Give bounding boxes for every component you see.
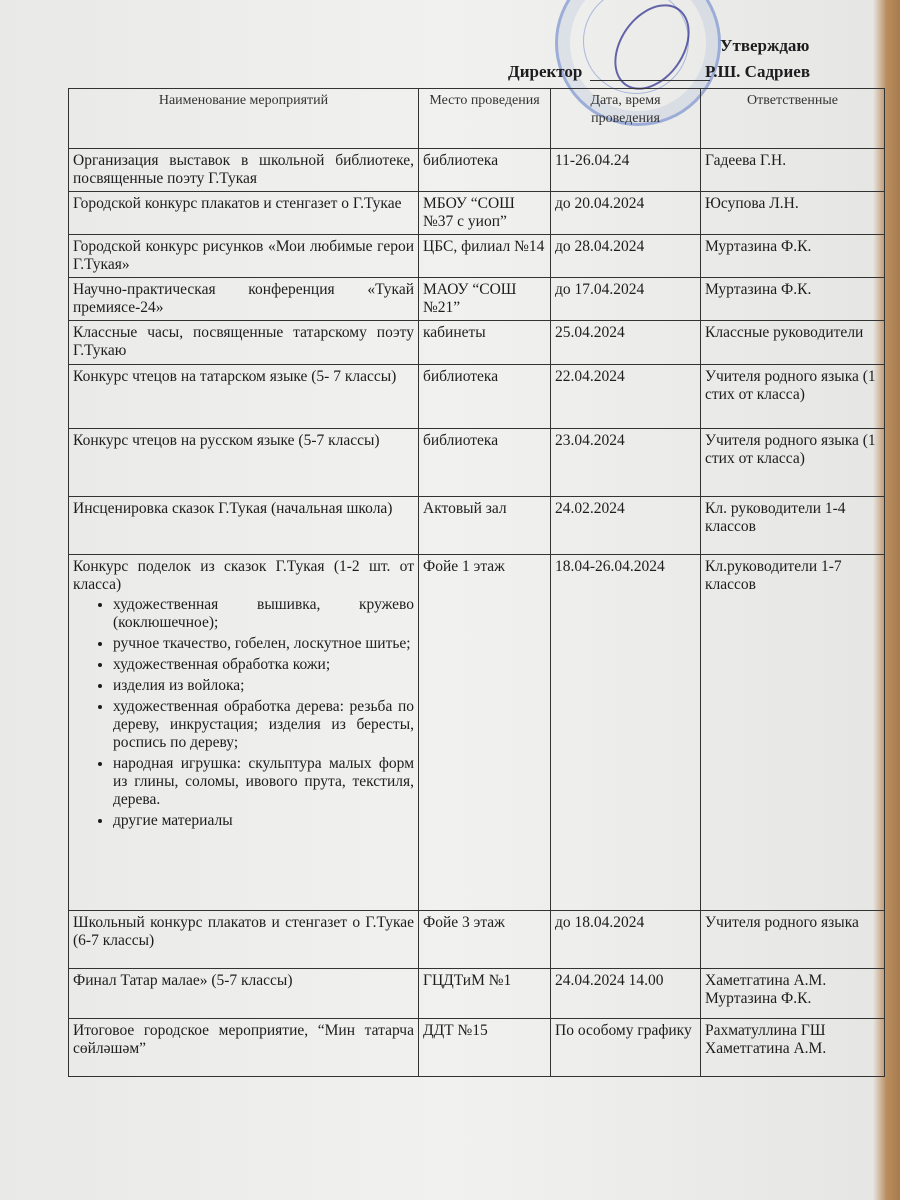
event-name: Финал Татар малае» (5-7 классы) xyxy=(73,972,293,989)
event-date: 24.02.2024 xyxy=(555,500,625,517)
event-place-cell xyxy=(419,235,551,278)
event-name-cell xyxy=(69,235,419,278)
event-date: 22.04.2024 xyxy=(555,368,625,385)
event-date: По особому графику xyxy=(555,1022,692,1039)
event-responsible: Юсупова Л.Н. xyxy=(705,195,799,212)
approve-label: Утверждаю xyxy=(720,36,810,55)
list-item: • народная игрушка: скульптура малых форм из глины, соломы, ивового прута, текстиля, дерева. xyxy=(113,755,414,809)
event-name: Школьный конкурс плакатов и стенгазет о Г.Тукае (6-7 классы) xyxy=(73,914,414,949)
table-row xyxy=(69,149,885,192)
col-header-name: Наименование мероприятий xyxy=(69,89,419,149)
event-date-cell xyxy=(551,149,701,192)
event-name: Конкурс чтецов на русском языке (5-7 классы) xyxy=(73,432,380,449)
event-date-cell xyxy=(551,969,701,1019)
col-header-date: Дата, время проведения xyxy=(551,89,701,149)
table-row xyxy=(69,321,885,365)
table-row xyxy=(69,192,885,235)
event-name-cell xyxy=(69,365,419,429)
event-date: 11-26.04.24 xyxy=(555,152,630,169)
table-row xyxy=(69,497,885,555)
event-name-cell xyxy=(69,149,419,192)
event-responsible: Хаметгатина А.М. Муртазина Ф.К. xyxy=(705,972,827,1007)
event-responsible: Кл. руководители 1-4 классов xyxy=(705,500,846,535)
event-name-cell xyxy=(69,1019,419,1077)
event-place: ДДТ №15 xyxy=(423,1022,488,1039)
event-name-cell xyxy=(69,429,419,497)
table-header xyxy=(69,89,885,149)
event-name: Городской конкурс рисунков «Мои любимые герои Г.Тукая» xyxy=(73,238,414,273)
table-row xyxy=(69,429,885,497)
event-name: Научно-практическая конференция «Тукай премиясе-24» xyxy=(73,281,414,316)
event-date: до 28.04.2024 xyxy=(555,238,645,255)
event-place: кабинеты xyxy=(423,324,486,341)
event-date: 18.04-26.04.2024 xyxy=(555,558,665,575)
event-place-cell xyxy=(419,365,551,429)
list-item: • другие материалы xyxy=(113,812,414,830)
event-place: ЦБС, филиал №14 xyxy=(423,238,545,255)
event-place: МБОУ “СОШ №37 с уиоп” xyxy=(423,195,515,230)
event-responsible: Рахматуллина ГШ Хаметгатина А.М. xyxy=(705,1022,827,1057)
event-place: ГЦДТиМ №1 xyxy=(423,972,512,989)
event-place: Фойе 1 этаж xyxy=(423,558,505,575)
event-responsible-cell xyxy=(701,149,885,192)
materials-list xyxy=(73,596,414,830)
event-responsible: Учителя родного языка (1 стих от класса) xyxy=(705,432,876,467)
event-name-cell xyxy=(69,278,419,321)
event-place: библиотека xyxy=(423,432,499,449)
event-name: Городской конкурс плакатов и стенгазет о Г.Тукае xyxy=(73,195,402,212)
table-row xyxy=(69,365,885,429)
event-date: 25.04.2024 xyxy=(555,324,625,341)
event-place-cell xyxy=(419,497,551,555)
event-date-cell xyxy=(551,911,701,969)
event-name-cell xyxy=(69,321,419,365)
list-item: • художественная обработка кожи; xyxy=(113,656,414,674)
event-place-cell xyxy=(419,969,551,1019)
event-name-cell xyxy=(69,911,419,969)
events-table xyxy=(68,88,885,1077)
event-name: Конкурс чтецов на татарском языке (5- 7 классы) xyxy=(73,368,397,385)
event-place-cell xyxy=(419,321,551,365)
event-name: Конкурс поделок из сказок Г.Тукая (1-2 шт. от класса) xyxy=(73,558,414,593)
event-date: до 17.04.2024 xyxy=(555,281,645,298)
event-responsible: Гадеева Г.Н. xyxy=(705,152,787,169)
event-date-cell xyxy=(551,321,701,365)
event-place-cell xyxy=(419,1019,551,1077)
event-place: Фойе 3 этаж xyxy=(423,914,505,931)
event-name-cell xyxy=(69,555,419,911)
table-row xyxy=(69,235,885,278)
event-place: библиотека xyxy=(423,152,499,169)
table-row xyxy=(69,278,885,321)
event-responsible-cell xyxy=(701,321,885,365)
event-date-cell xyxy=(551,429,701,497)
event-date: до 18.04.2024 xyxy=(555,914,645,931)
event-name: Инсценировка сказок Г.Тукая (начальная школа) xyxy=(73,500,393,517)
event-date-cell xyxy=(551,192,701,235)
event-responsible-cell xyxy=(701,278,885,321)
event-place: МАОУ “СОШ №21” xyxy=(423,281,517,316)
event-responsible-cell xyxy=(701,192,885,235)
event-responsible: Классные руководители xyxy=(705,324,864,341)
event-responsible-cell xyxy=(701,555,885,911)
event-date-cell xyxy=(551,235,701,278)
table-row xyxy=(69,555,885,911)
event-place-cell xyxy=(419,149,551,192)
event-responsible: Кл.руководители 1-7 классов xyxy=(705,558,842,593)
event-place: библиотека xyxy=(423,368,499,385)
table-row xyxy=(69,1019,885,1077)
col-header-place: Место проведения xyxy=(419,89,551,149)
event-place: Актовый зал xyxy=(423,500,507,517)
list-item: • художественная обработка дерева: резьба по дереву, инкрустация; изделия из бересты, роспись по дереву; xyxy=(113,698,414,752)
event-name-cell xyxy=(69,192,419,235)
list-item: • ручное ткачество, гобелен, лоскутное шитье; xyxy=(113,635,414,653)
event-date-cell xyxy=(551,278,701,321)
event-place-cell xyxy=(419,429,551,497)
event-responsible-cell xyxy=(701,365,885,429)
event-responsible-cell xyxy=(701,429,885,497)
event-place-cell xyxy=(419,278,551,321)
event-name: Классные часы, посвященные татарскому поэту Г.Тукаю xyxy=(73,324,414,359)
event-name-cell xyxy=(69,969,419,1019)
director-name: Р.Ш. Садриев xyxy=(705,62,811,81)
event-name-cell xyxy=(69,497,419,555)
event-responsible-cell xyxy=(701,969,885,1019)
event-responsible-cell xyxy=(701,1019,885,1077)
event-responsible: Учителя родного языка xyxy=(705,914,859,931)
event-place-cell xyxy=(419,192,551,235)
event-responsible-cell xyxy=(701,497,885,555)
list-item: • изделия из войлока; xyxy=(113,677,414,695)
event-date: до 20.04.2024 xyxy=(555,195,645,212)
event-place-cell xyxy=(419,911,551,969)
list-item: • художественная вышивка, кружево (коклюшечное); xyxy=(113,596,414,632)
event-responsible: Муртазина Ф.К. xyxy=(705,281,812,298)
event-date: 24.04.2024 14.00 xyxy=(555,972,664,989)
event-date: 23.04.2024 xyxy=(555,432,625,449)
director-label: Директор xyxy=(508,62,583,81)
event-responsible: Учителя родного языка (1 стих от класса) xyxy=(705,368,876,403)
col-header-responsible: Ответственные xyxy=(701,89,885,149)
event-responsible-cell xyxy=(701,235,885,278)
event-responsible: Муртазина Ф.К. xyxy=(705,238,812,255)
signature-line xyxy=(590,80,710,81)
event-place-cell xyxy=(419,555,551,911)
table-row xyxy=(69,969,885,1019)
event-name: Итоговое городское мероприятие, “Мин татарча сөйләшәм” xyxy=(73,1022,414,1057)
event-name: Организация выставок в школьной библиотеке, посвященные поэту Г.Тукая xyxy=(73,152,414,187)
event-date-cell xyxy=(551,1019,701,1077)
event-date-cell xyxy=(551,497,701,555)
event-responsible-cell xyxy=(701,911,885,969)
event-date-cell xyxy=(551,365,701,429)
table-row xyxy=(69,911,885,969)
event-date-cell xyxy=(551,555,701,911)
